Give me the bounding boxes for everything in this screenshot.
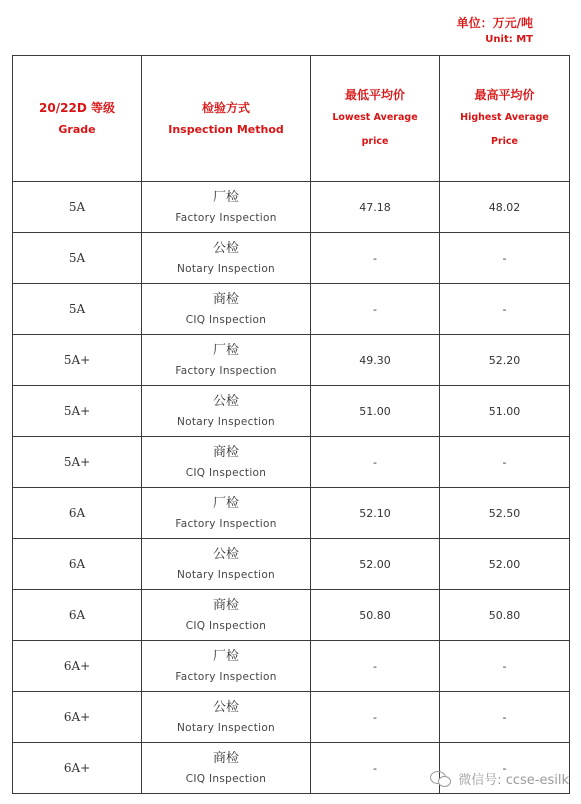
header-highest-cn: 最高平均价 [474, 87, 535, 102]
grade-cell: 6A [13, 488, 142, 539]
lowest-price-cell: 51.00 [311, 386, 440, 437]
method-cn: 商检 [212, 445, 239, 460]
method-cell [142, 692, 311, 743]
table-row [13, 641, 570, 692]
method-cell [142, 182, 311, 233]
table-row [13, 437, 570, 488]
method-cell [142, 284, 311, 335]
wechat-icon [430, 770, 452, 788]
header-lowest-en2: price [361, 135, 389, 147]
highest-price-cell: 52.00 [440, 539, 570, 590]
lowest-price-cell: - [311, 437, 440, 488]
header-lowest-cn: 最低平均价 [344, 87, 405, 102]
highest-price-cell: - [440, 641, 570, 692]
method-en: CIQ Inspection [185, 467, 267, 479]
method-cn: 厂检 [212, 496, 239, 511]
lowest-price-cell: - [311, 743, 440, 794]
unit-label-en: Unit: MT [485, 34, 533, 45]
grade-cell: 6A+ [13, 641, 142, 692]
method-cn: 公检 [212, 700, 239, 715]
method-cn: 公检 [212, 241, 239, 256]
highest-price-cell: - [440, 233, 570, 284]
grade-cell: 5A+ [13, 335, 142, 386]
method-en: Notary Inspection [176, 722, 276, 734]
highest-price-cell: - [440, 692, 570, 743]
header-highest-en1: Highest Average [460, 111, 549, 123]
price-table [12, 55, 570, 794]
header-grade [13, 56, 142, 182]
table-row [13, 233, 570, 284]
header-lowest-en1: Lowest Average [332, 111, 418, 123]
method-cn: 公检 [212, 394, 239, 409]
header-highest [440, 56, 570, 182]
grade-cell: 6A+ [13, 743, 142, 794]
watermark [430, 769, 569, 788]
table-row [13, 182, 570, 233]
method-en: Factory Inspection [175, 671, 277, 683]
unit-note [457, 14, 533, 48]
method-cn: 厂检 [212, 190, 239, 205]
table-row [13, 284, 570, 335]
highest-price-cell: 52.50 [440, 488, 570, 539]
watermark-text: 微信号: ccse-esilk [458, 773, 569, 788]
table-header-row [13, 56, 570, 182]
method-cn: 商检 [212, 751, 239, 766]
highest-price-cell: 52.20 [440, 335, 570, 386]
highest-price-cell: - [440, 284, 570, 335]
lowest-price-cell: - [311, 284, 440, 335]
grade-cell: 5A+ [13, 386, 142, 437]
table-row [13, 488, 570, 539]
method-cn: 商检 [212, 292, 239, 307]
grade-cell: 5A [13, 182, 142, 233]
unit-label-cn: 单位：万元/吨 [456, 16, 533, 30]
highest-price-cell: 51.00 [440, 386, 570, 437]
header-method [142, 56, 311, 182]
table-row [13, 335, 570, 386]
method-cell [142, 590, 311, 641]
method-cell [142, 539, 311, 590]
method-en: CIQ Inspection [185, 314, 267, 326]
highest-price-cell: - [440, 743, 570, 794]
header-highest-en2: Price [491, 135, 518, 147]
header-grade-en: Grade [58, 122, 96, 136]
highest-price-cell: 48.02 [440, 182, 570, 233]
method-en: Notary Inspection [176, 569, 276, 581]
method-cell [142, 233, 311, 284]
method-en: Notary Inspection [176, 416, 276, 428]
method-cell [142, 743, 311, 794]
header-method-cn: 检验方式 [201, 100, 250, 115]
header-method-en: Inspection Method [168, 122, 284, 136]
method-en: Factory Inspection [175, 365, 277, 377]
grade-cell: 5A+ [13, 437, 142, 488]
grade-cell: 5A [13, 233, 142, 284]
lowest-price-cell: - [311, 692, 440, 743]
grade-cell: 6A [13, 539, 142, 590]
highest-price-cell: - [440, 437, 570, 488]
method-cell [142, 386, 311, 437]
method-en: Notary Inspection [176, 263, 276, 275]
highest-price-cell: 50.80 [440, 590, 570, 641]
method-cn: 厂检 [212, 343, 239, 358]
table-row [13, 539, 570, 590]
lowest-price-cell: 49.30 [311, 335, 440, 386]
lowest-price-cell: 52.10 [311, 488, 440, 539]
table-row [13, 386, 570, 437]
lowest-price-cell: - [311, 641, 440, 692]
method-cell [142, 641, 311, 692]
method-cell [142, 488, 311, 539]
method-cn: 厂检 [212, 649, 239, 664]
lowest-price-cell: - [311, 233, 440, 284]
lowest-price-cell: 47.18 [311, 182, 440, 233]
grade-cell: 6A [13, 590, 142, 641]
table-row [13, 692, 570, 743]
method-cn: 商检 [212, 598, 239, 613]
table-row [13, 590, 570, 641]
method-cell [142, 335, 311, 386]
method-cell [142, 437, 311, 488]
header-lowest [311, 56, 440, 182]
header-grade-cn: 20/22D 等级 [39, 100, 115, 115]
method-en: Factory Inspection [175, 518, 277, 530]
grade-cell: 5A [13, 284, 142, 335]
method-cn: 公检 [212, 547, 239, 562]
method-en: Factory Inspection [175, 212, 277, 224]
method-en: CIQ Inspection [185, 773, 267, 785]
lowest-price-cell: 52.00 [311, 539, 440, 590]
lowest-price-cell: 50.80 [311, 590, 440, 641]
method-en: CIQ Inspection [185, 620, 267, 632]
grade-cell: 6A+ [13, 692, 142, 743]
